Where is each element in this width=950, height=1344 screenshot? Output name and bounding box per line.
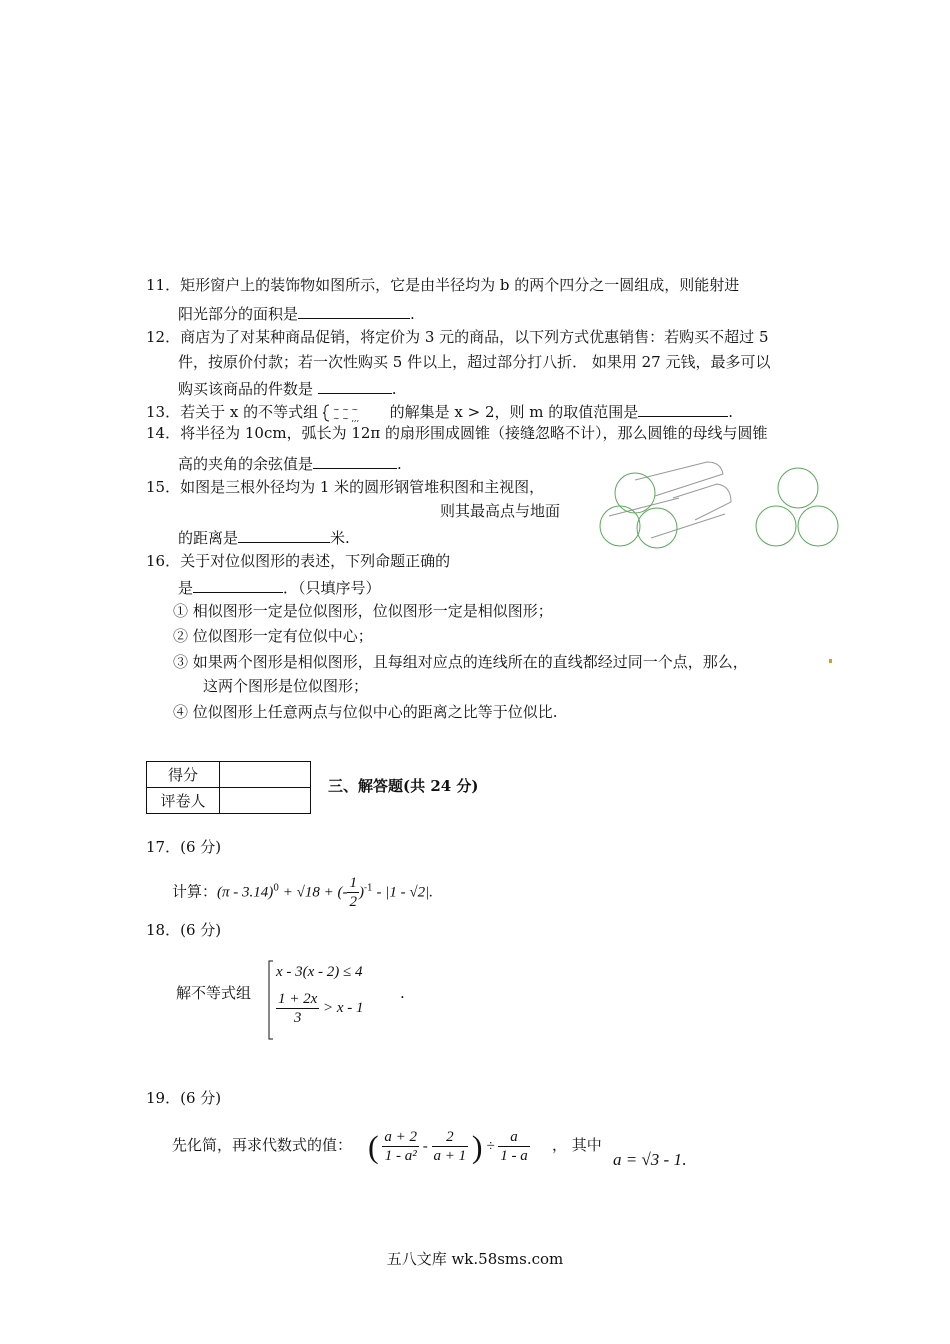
grader-value-cell bbox=[220, 788, 311, 814]
q19-minus: - bbox=[422, 1138, 428, 1155]
score-value-cell bbox=[220, 762, 311, 788]
q12-line3 bbox=[178, 377, 397, 399]
q11-text: 阳光部分的面积是 bbox=[178, 305, 299, 323]
q17-expression bbox=[172, 874, 433, 911]
q15-text: 的距离是 bbox=[178, 529, 239, 547]
q18-label: 解不等式组 bbox=[176, 984, 252, 1002]
q19-f2-num: 2 bbox=[432, 1128, 469, 1147]
q19-paren-close: ) bbox=[471, 1128, 483, 1165]
q11-line2 bbox=[178, 302, 415, 324]
q13-line bbox=[146, 400, 733, 423]
q18-frac-num: 1 + 2x bbox=[278, 991, 318, 1007]
q17-exp0: 0 bbox=[273, 883, 279, 894]
pipe-stack-figure bbox=[595, 458, 745, 553]
q16-option-2: ② 位似图形一定有位似中心； bbox=[173, 627, 373, 645]
grader-label: 评卷人 bbox=[147, 788, 220, 814]
q13-prefix: 13．若关于 x 的不等式组 bbox=[146, 403, 319, 421]
q11-line1: 11．矩形窗户上的装饰物如图所示，它是由半径均为 b 的两个四分之一圆组成，则能射进 bbox=[146, 276, 740, 294]
q19-head: 19．(6 分) bbox=[146, 1089, 222, 1107]
q12-line2: 件，按原价付款；若一次性购买 5 件以上，超过部分打八折． 如果用 27 元钱，最多可以 bbox=[178, 353, 771, 371]
q16-option-4: ④ 位似图形上任意两点与位似中心的距离之比等于位似比. bbox=[173, 703, 558, 721]
q17-head: 17．(6 分) bbox=[146, 838, 222, 856]
footer-watermark: 五八文库 wk.58sms.com bbox=[386, 1250, 564, 1268]
q15-end: 米. bbox=[330, 529, 350, 547]
q13-end: . bbox=[728, 403, 734, 421]
q16-hint: ．（只填序号） bbox=[283, 579, 381, 597]
q16-text: 是 bbox=[178, 579, 194, 597]
section-title: 三、解答题(共 24 分) bbox=[328, 777, 479, 795]
svg-text:∼ ∼ ∼: ∼ ∼ ∼ bbox=[332, 405, 359, 414]
q15-line2: 则其最高点与地面 bbox=[440, 502, 561, 520]
q16-blank bbox=[193, 576, 283, 593]
q19-f3-den: 1 - a bbox=[500, 1148, 528, 1164]
q13-blank bbox=[638, 400, 728, 417]
q13-system-icon bbox=[323, 403, 385, 423]
q14-end: . bbox=[397, 455, 402, 473]
score-table bbox=[146, 761, 311, 814]
q12-line1: 12．商店为了对某种商品促销，将定价为 3 元的商品，以下列方式优惠销售：若购买不超过 5 bbox=[146, 328, 769, 346]
q18-end: . bbox=[400, 984, 405, 1002]
score-label: 得分 bbox=[147, 762, 220, 788]
q19-frac1 bbox=[382, 1128, 419, 1165]
q18-head: 18．(6 分) bbox=[146, 921, 222, 939]
pipe-front-view-figure bbox=[752, 466, 844, 550]
q15-line3 bbox=[178, 526, 350, 548]
q14-line1: 14．将半径为 10cm，弧长为 12π 的扇形围成圆锥（接缝忽略不计），那么圆锥的母线与圆锥 bbox=[146, 424, 768, 442]
q16-option-3-cont: 这两个图形是位似图形； bbox=[203, 677, 369, 695]
q18-ineq2-rest: > x - 1 bbox=[323, 999, 364, 1016]
q19-value bbox=[613, 1150, 686, 1170]
q11-blank bbox=[298, 302, 410, 319]
q14-text: 高的夹角的余弦值是 bbox=[178, 455, 314, 473]
q16-line2 bbox=[178, 576, 381, 598]
q17-expr-c: ) bbox=[358, 884, 364, 901]
q19-paren-open: ( bbox=[368, 1128, 379, 1165]
q19-frac2 bbox=[432, 1128, 469, 1165]
q17-fraction bbox=[347, 874, 359, 911]
q18-ineq1: x - 3(x - 2) ≤ 4 bbox=[276, 964, 363, 980]
q17-exp-neg1: -1 bbox=[363, 883, 373, 894]
q18-frac-den: 3 bbox=[293, 1010, 302, 1026]
q17-expr-b: + √18 + (- bbox=[279, 884, 348, 901]
q12-text: 购买该商品的件数是 bbox=[178, 380, 314, 398]
q19-end: . bbox=[681, 1150, 687, 1169]
q15-blank bbox=[238, 526, 330, 543]
q18-ineq2 bbox=[276, 990, 364, 1027]
q19-expression bbox=[368, 1128, 530, 1165]
q15-line1: 15．如图是三根外径均为 1 米的圆形钢管堆积图和主视图， bbox=[146, 478, 545, 496]
q19-f2-den: a + 1 bbox=[433, 1148, 467, 1164]
q18-brace-icon bbox=[266, 960, 274, 1040]
q11-end: . bbox=[410, 305, 415, 323]
q14-line2 bbox=[178, 452, 402, 474]
q12-end: . bbox=[391, 380, 397, 398]
q16-option-3: ③ 如果两个图形是相似图形，且每组对应点的连线所在的直线都经过同一个点，那么， bbox=[173, 653, 748, 671]
q13-middle: 的解集是 x > 2，则 m 的取值范围是 bbox=[389, 403, 639, 421]
q16-option-1: ① 相似图形一定是位似图形，位似图形一定是相似图形； bbox=[173, 602, 553, 620]
q19-f3-num: a bbox=[498, 1128, 530, 1147]
q19-f1-num: a + 2 bbox=[384, 1129, 418, 1145]
q19-label: 先化简，再求代数式的值： bbox=[172, 1136, 353, 1154]
q19-value-text: a = √3 - 1 bbox=[613, 1150, 682, 1169]
q14-blank bbox=[313, 452, 397, 469]
q19-div: ÷ bbox=[486, 1138, 495, 1155]
q18-fraction bbox=[276, 990, 319, 1027]
svg-text:∼ ∼ ,,,: ∼ ∼ ,,, bbox=[332, 414, 359, 423]
q19-comma: ， 其中 bbox=[552, 1136, 602, 1154]
q17-label: 计算： bbox=[172, 882, 218, 901]
q17-frac-num: 1 bbox=[349, 875, 357, 891]
q17-expr-a: (π - 3.14) bbox=[217, 884, 274, 901]
q16-line1: 16．关于对位似图形的表述，下列命题正确的 bbox=[146, 552, 451, 570]
q19-f1-den: 1 - a² bbox=[384, 1148, 417, 1164]
q17-expr-d: - |1 - √2|. bbox=[372, 884, 433, 901]
q19-frac3 bbox=[498, 1128, 530, 1165]
q12-blank bbox=[318, 377, 392, 394]
q17-frac-den: 2 bbox=[349, 894, 357, 910]
stray-dot bbox=[829, 659, 832, 663]
